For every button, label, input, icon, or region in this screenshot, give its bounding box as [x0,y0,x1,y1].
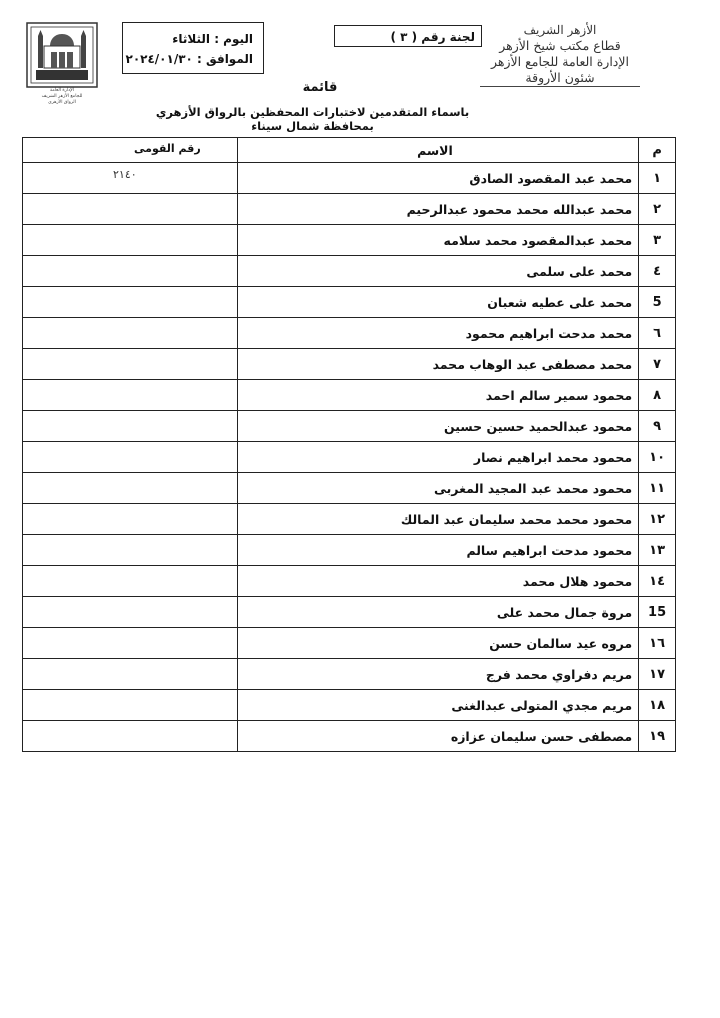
table-row [23,597,676,628]
row-number-cell: ١٨ [639,690,676,721]
name-cell: محمود هلال محمد [237,566,639,597]
institution-header [460,22,660,87]
date-label: الموافق : ٢٠٢٤/٠١/٣٠ [125,52,253,66]
column-header-number: م [639,138,676,163]
row-number-cell: ٨ [639,380,676,411]
candidates-table [22,137,676,752]
redacted-area [83,352,233,376]
name-cell: مريم دفراوي محمد فرج [237,659,639,690]
column-header-name: الاسم [237,138,639,163]
name-cell: محمد عبدالله محمد محمود عبدالرحيم [237,194,639,225]
name-cell: محمود عبدالحميد حسين حسين [237,411,639,442]
list-subtitle: باسماء المتقدمين لاختبارات المحفظين بالرواق الأزهري بمحافظة شمال سيناء [155,105,470,133]
redacted-area [83,631,233,655]
table-row [23,659,676,690]
name-cell: محمود مدحت ابراهيم سالم [237,535,639,566]
row-number-cell: ٧ [639,349,676,380]
name-cell: مروه عيد سالمان حسن [237,628,639,659]
table-row [23,349,676,380]
row-number-cell: ١٤ [639,566,676,597]
redacted-area [83,445,233,469]
redacted-area [83,228,233,252]
table-row [23,690,676,721]
table-row [23,628,676,659]
column-header-national-id [23,138,238,163]
row-number-cell: ١٢ [639,504,676,535]
row-number-cell: 5 [639,287,676,318]
redacted-area [83,724,233,748]
logo-caption-line: الرواق الأزهري [48,100,76,105]
row-number-cell: ١ [639,163,676,194]
redacted-area [83,662,233,686]
name-cell: محمد مصطفى عبد الوهاب محمد [237,349,639,380]
row-number-cell: ١٦ [639,628,676,659]
national-id-cell [23,504,238,535]
national-id-cell [23,349,238,380]
name-cell: محمد على سلمى [237,256,639,287]
table-row [23,163,676,194]
redacted-area [83,259,233,283]
name-cell: محمود محمد ابراهيم نصار [237,442,639,473]
table-body [23,163,676,752]
table-row [23,473,676,504]
partial-national-id: ٢١٤٠ [113,168,137,181]
table-row [23,442,676,473]
table-row [23,225,676,256]
national-id-cell [23,659,238,690]
national-id-header-label: رقم القومى [134,142,201,155]
redacted-area [83,693,233,717]
national-id-cell [23,225,238,256]
name-cell: محمود محمد عبد المجيد المغربى [237,473,639,504]
name-cell: محمد عبد المقصود الصادق [237,163,639,194]
redacted-area [83,166,233,190]
national-id-cell [23,628,238,659]
day-date-box [122,22,264,74]
redacted-area [83,600,233,624]
national-id-cell [23,287,238,318]
table-row [23,535,676,566]
name-cell: محمود سمير سالم احمد [237,380,639,411]
row-number-cell: ١٩ [639,721,676,752]
name-cell: محمد عبدالمقصود محمد سلامه [237,225,639,256]
header-line: الإدارة العامة للجامع الأزهر [491,54,629,69]
table-row [23,318,676,349]
header-line: الأزهر الشريف [523,23,597,37]
row-number-cell: ١٧ [639,659,676,690]
row-number-cell: ١٠ [639,442,676,473]
header-line: شئون الأروقة [480,70,640,87]
national-id-cell [23,566,238,597]
name-cell: مصطفى حسن سليمان عزازه [237,721,639,752]
list-title: قائمة [302,80,338,95]
row-number-cell: ٦ [639,318,676,349]
name-cell: محمود محمد محمد سليمان عبد المالك [237,504,639,535]
row-number-cell: ١١ [639,473,676,504]
row-number-cell: ٣ [639,225,676,256]
redacted-area [83,476,233,500]
table-row [23,287,676,318]
committee-number-box: لجنة رقم ( ٣ ) [334,25,482,47]
redacted-area [83,321,233,345]
row-number-cell: 15 [639,597,676,628]
national-id-cell [23,442,238,473]
national-id-cell [23,473,238,504]
national-id-cell [23,411,238,442]
row-number-cell: ٩ [639,411,676,442]
national-id-cell [23,194,238,225]
redacted-area [83,383,233,407]
logo-caption [20,88,104,106]
national-id-cell [23,163,238,194]
redacted-area [83,538,233,562]
national-id-cell [23,318,238,349]
redacted-area [83,414,233,438]
redacted-area [83,569,233,593]
table-row [23,504,676,535]
row-number-cell: ١٣ [639,535,676,566]
logo-caption-line: للجامع الأزهر الشريف [41,94,83,99]
table-row [23,721,676,752]
table-header-row [23,138,676,163]
name-cell: مريم مجدي المتولى عبدالغنى [237,690,639,721]
national-id-cell [23,380,238,411]
row-number-cell: ٢ [639,194,676,225]
table-row [23,256,676,287]
table-row [23,380,676,411]
table-row [23,411,676,442]
national-id-cell [23,597,238,628]
row-number-cell: ٤ [639,256,676,287]
redacted-area [83,507,233,531]
redacted-area [83,290,233,314]
azhar-logo [24,20,100,90]
logo-caption-line: الإدارة العامة [49,88,75,93]
table-row [23,194,676,225]
national-id-cell [23,256,238,287]
redacted-area [83,197,233,221]
day-label: اليوم : الثلاثاء [172,32,253,46]
table-row [23,566,676,597]
national-id-cell [23,721,238,752]
national-id-cell [23,690,238,721]
name-cell: محمد مدحت ابراهيم محمود [237,318,639,349]
name-cell: مروة جمال محمد على [237,597,639,628]
header-line: قطاع مكتب شيخ الأزهر [499,38,621,53]
national-id-cell [23,535,238,566]
name-cell: محمد على عطيه شعبان [237,287,639,318]
